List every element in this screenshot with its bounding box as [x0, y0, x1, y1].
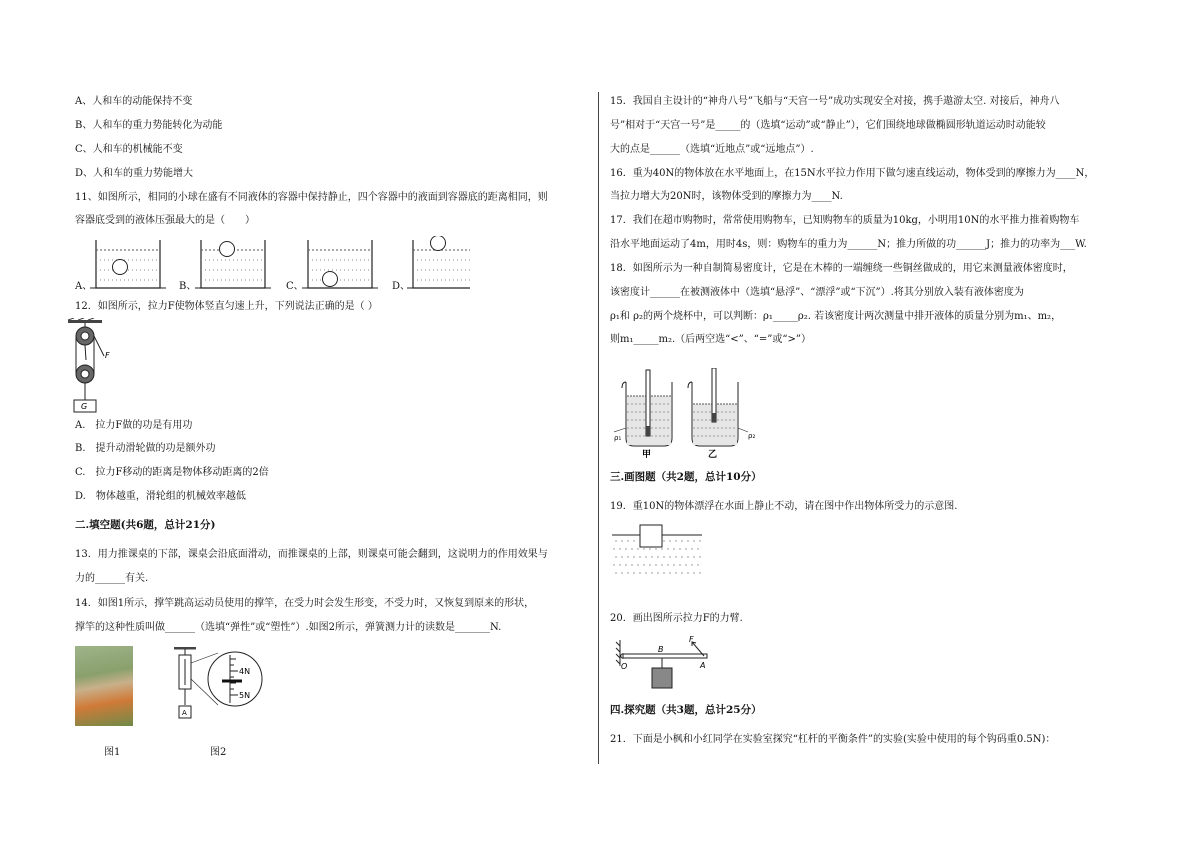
- pole-vault-photo: [75, 646, 133, 726]
- q12-option-b: B. 提升动滑轮做的功是额外功: [75, 443, 216, 454]
- section-4-title: 四.探究题（共3题，总计25分）: [610, 704, 762, 716]
- q18-stem-line4: 则m₁_____m₂.（后两空选“<”、“=”或“>”）: [610, 334, 811, 345]
- section-2-title: 二.填空题(共6题，总计21分): [75, 519, 216, 531]
- beaker-yi: [688, 368, 738, 446]
- beaker-jia: [622, 370, 672, 446]
- beaker-jia-label: 甲: [642, 450, 652, 460]
- q17-stem-line2: 沿水平地面运动了4m，用时4s，则：购物车的重力为______N；推力所做的功______J；推力的功率为___W.: [610, 239, 1087, 250]
- tick-5n-label: 5N: [239, 691, 251, 700]
- q15-stem-line3: 大的点是______（选填“近地点”或“远地点”）.: [610, 144, 814, 155]
- q18-stem-line1: 18．如图所示为一种自制简易密度计，它是在木棒的一端缠绕一些铜丝做成的，用它来测量液体密度时，: [610, 263, 1073, 274]
- pivot-o-label: O: [621, 662, 628, 671]
- q12-stem: 12．如图所示，拉力F使物体竖直匀速上升，下列说法正确的是（ ）: [75, 301, 378, 312]
- column-divider: [598, 92, 599, 764]
- rho2-label: ρ₂: [748, 432, 756, 440]
- q11-label-b: B、: [179, 281, 197, 292]
- q16-stem-line2: 当拉力增大为20N时，该物体受到的摩擦力为____N.: [610, 191, 843, 202]
- q11-label-c: C、: [286, 281, 304, 292]
- section-3-title: 三.画图题（共2题，总计10分）: [610, 471, 762, 483]
- q20-stem: 20．画出图所示拉力F的力臂.: [610, 613, 743, 624]
- point-a-label: A: [700, 661, 706, 670]
- q12-option-a: A. 拉力F做的功是有用功: [75, 420, 193, 431]
- container-b: [195, 240, 271, 288]
- q18-stem-line2: 该密度计______在被测液体中（选填“悬浮”、“漂浮”或“下沉”）.将其分别放入装有液体密度为: [610, 287, 1024, 298]
- container-d: [407, 236, 470, 288]
- q11-stem-line2: 容器底受到的液体压强最大的是（ ）: [75, 215, 255, 226]
- q13-stem-line2: 力的______有关.: [75, 573, 149, 584]
- q16-stem-line1: 16．重为40N的物体放在水平地面上，在15N水平拉力作用下做匀速直线运动，物体受到的摩擦力为____N，: [610, 168, 1095, 179]
- q15-stem-line1: 15．我国自主设计的“神舟八号”飞船与“天宫一号”成功实现安全对接，携手遨游太空. 对接后，神舟八: [610, 96, 1060, 107]
- q15-stem-line2: 号”相对于“天宫一号”是_____的（选填“运动”或“静止”），它们围绕地球做椭圆形轨道运动时动能较: [610, 120, 1046, 131]
- figure-2-caption: 图2: [210, 747, 227, 758]
- block-a-label: A: [182, 709, 187, 717]
- q10-option-b: B、人和车的重力势能转化为动能: [75, 120, 223, 131]
- tick-4n-label: 4N: [239, 667, 251, 676]
- q11-stem-line1: 11、如图所示，相同的小球在盛有不同液体的容器中保持静止，四个容器中的液面到容器底的距离相同，则: [75, 192, 548, 203]
- q19-stem: 19．重10N的物体漂浮在水面上静止不动，请在图中作出物体所受力的示意图.: [610, 501, 958, 512]
- floating-block-figure: [610, 523, 706, 581]
- q12-option-d: D. 物体越重，滑轮组的机械效率越低: [75, 491, 246, 502]
- q11-label-d: D、: [392, 281, 411, 292]
- q17-stem-line1: 17．我们在超市购物时，常常使用购物车，已知购物车的质量为10kg，小明用10N的水平推力推着购物车: [610, 215, 1080, 226]
- q12-pulley-figure: [66, 318, 126, 414]
- q11-label-a: A、: [75, 281, 93, 292]
- container-c: [302, 240, 378, 288]
- spring-scale-figure: [172, 645, 264, 723]
- point-b-label: B: [658, 645, 664, 654]
- q10-option-a: A、人和车的动能保持不变: [75, 96, 193, 107]
- q12-weight-label: G: [81, 402, 88, 411]
- q21-stem: 21．下面是小枫和小红同学在实验室探究“杠杆的平衡条件”的实验(实验中使用的每个钩码重0.5N)：: [610, 734, 1056, 745]
- q18-stem-line3: ρ₁和 ρ₂的两个烧杯中，可以判断：ρ₁_____ρ₂. 若该密度计两次测量中排开液体的质量分别为m₁、m₂，: [610, 311, 1062, 322]
- q10-option-d: D、人和车的重力势能增大: [75, 168, 194, 179]
- q12-force-label: F: [105, 351, 110, 360]
- q14-stem-line1: 14．如图1所示，撑竿跳高运动员使用的撑竿，在受力时会发生形变，不受力时，又恢复到原来的形状，: [75, 598, 535, 609]
- force-f-label: F: [689, 635, 694, 644]
- rho1-label: ρ₁: [614, 434, 622, 442]
- q13-stem-line1: 13．用力推课桌的下部，课桌会沿底面滑动，而推课桌的上部，则课桌可能会翻到，这说明力的作用效果与: [75, 549, 548, 560]
- figure-1-caption: 图1: [104, 747, 121, 758]
- right-column: [600, 0, 1200, 849]
- left-column: [0, 0, 598, 849]
- lever-figure: [612, 634, 716, 692]
- container-a: [90, 240, 166, 288]
- q14-stem-line2: 撑竿的这种性质叫做______（选填“弹性”或“塑性”）.如图2所示，弹簧测力计的读数是_______N.: [75, 622, 502, 633]
- q10-option-c: C、人和车的机械能不变: [75, 144, 183, 155]
- densimeter-figure: [614, 368, 764, 460]
- q12-option-c: C. 拉力F移动的距离是物体移动距离的2倍: [75, 467, 269, 478]
- beaker-yi-label: 乙: [708, 450, 718, 460]
